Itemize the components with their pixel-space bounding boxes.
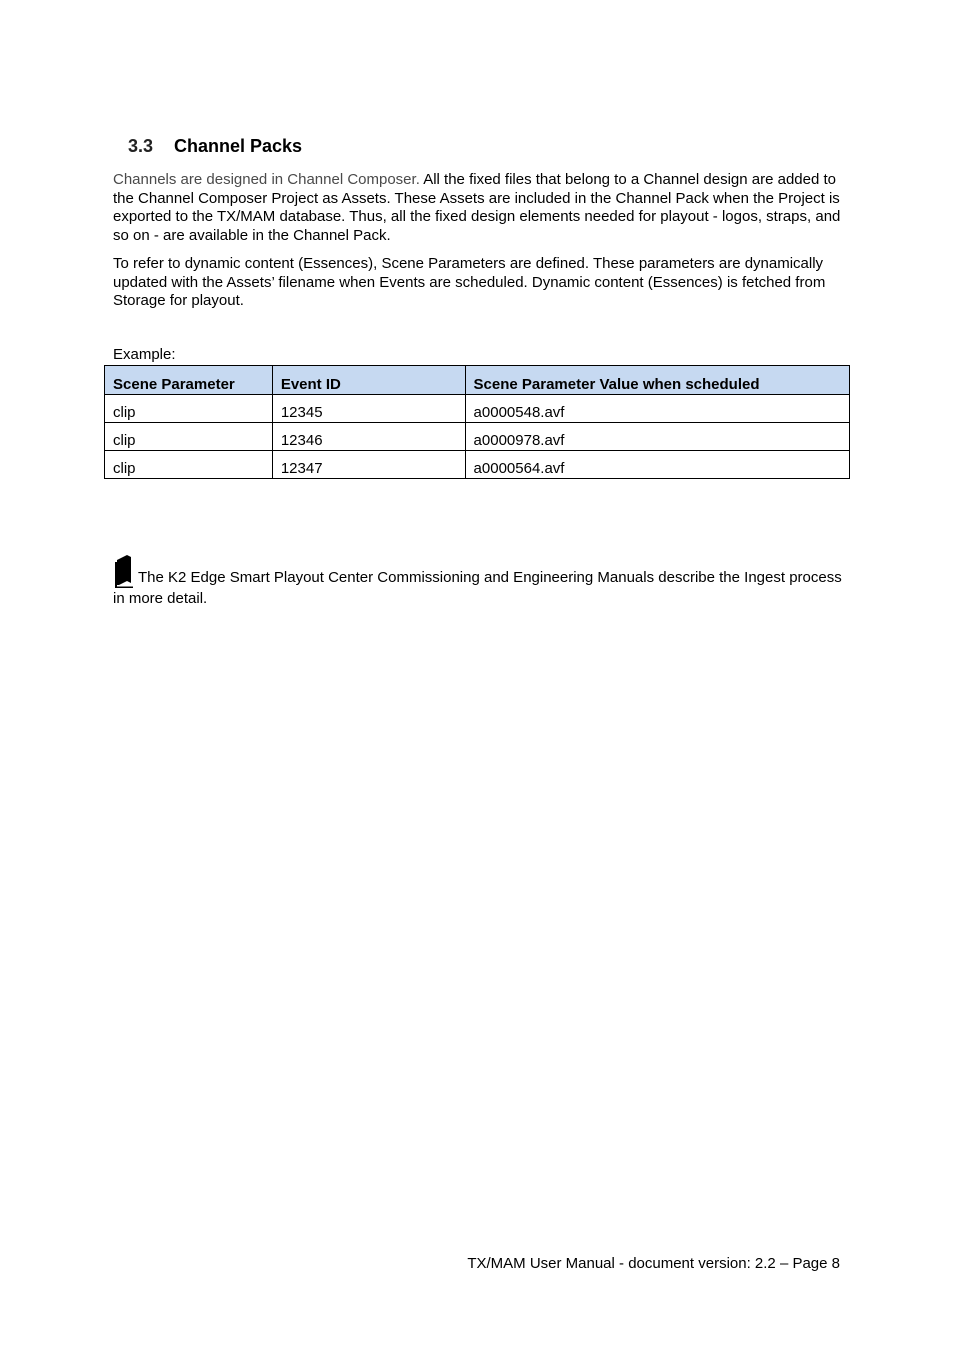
cell-scene-parameter: clip	[105, 451, 273, 479]
example-label: Example:	[113, 346, 176, 363]
table-header-row	[105, 366, 850, 395]
note-text: The K2 Edge Smart Playout Center Commissioning and Engineering Manuals describe the Ingest process in more detail.	[113, 569, 842, 607]
section-number: 3.3	[128, 136, 154, 156]
section-title: Channel Packs	[174, 136, 303, 156]
book-icon	[113, 554, 135, 588]
table-row	[105, 451, 850, 479]
cell-parameter-value: a0000564.avf	[465, 451, 849, 479]
section-heading	[128, 136, 302, 157]
cell-scene-parameter: clip	[105, 423, 273, 451]
table-row	[105, 423, 850, 451]
paragraph-body: All the fixed files that belong to a Channel design are added to the Channel Composer Project as Assets. These Assets are included in the Channel Pack when the Project is exported to the TX/MAM database. Thus, all the fixed design elements needed for playout - logos, straps, and so on - are available in the Channel Pack.	[113, 171, 841, 244]
paragraph-lead: Channels are designed in Channel Composer.	[113, 171, 420, 188]
cell-parameter-value: a0000548.avf	[465, 395, 849, 423]
scene-parameter-table	[104, 365, 850, 479]
header-event-id: Event ID	[272, 366, 465, 395]
paragraph-channels	[113, 171, 843, 245]
paragraph-dynamic-content: To refer to dynamic content (Essences), Scene Parameters are defined. These parameters are dynamically updated with the Assets’ filename when Events are scheduled. Dynamic content (Essences) is fetched from Storage for playout.	[113, 255, 826, 309]
cell-event-id: 12347	[272, 451, 465, 479]
page-footer: TX/MAM User Manual - document version: 2.2 – Page 8	[467, 1255, 840, 1272]
cell-scene-parameter: clip	[105, 395, 273, 423]
note-paragraph	[113, 554, 843, 609]
cell-event-id: 12346	[272, 423, 465, 451]
cell-event-id: 12345	[272, 395, 465, 423]
table-row	[105, 395, 850, 423]
header-scene-parameter: Scene Parameter	[105, 366, 273, 395]
header-parameter-value: Scene Parameter Value when scheduled	[465, 366, 849, 395]
cell-parameter-value: a0000978.avf	[465, 423, 849, 451]
